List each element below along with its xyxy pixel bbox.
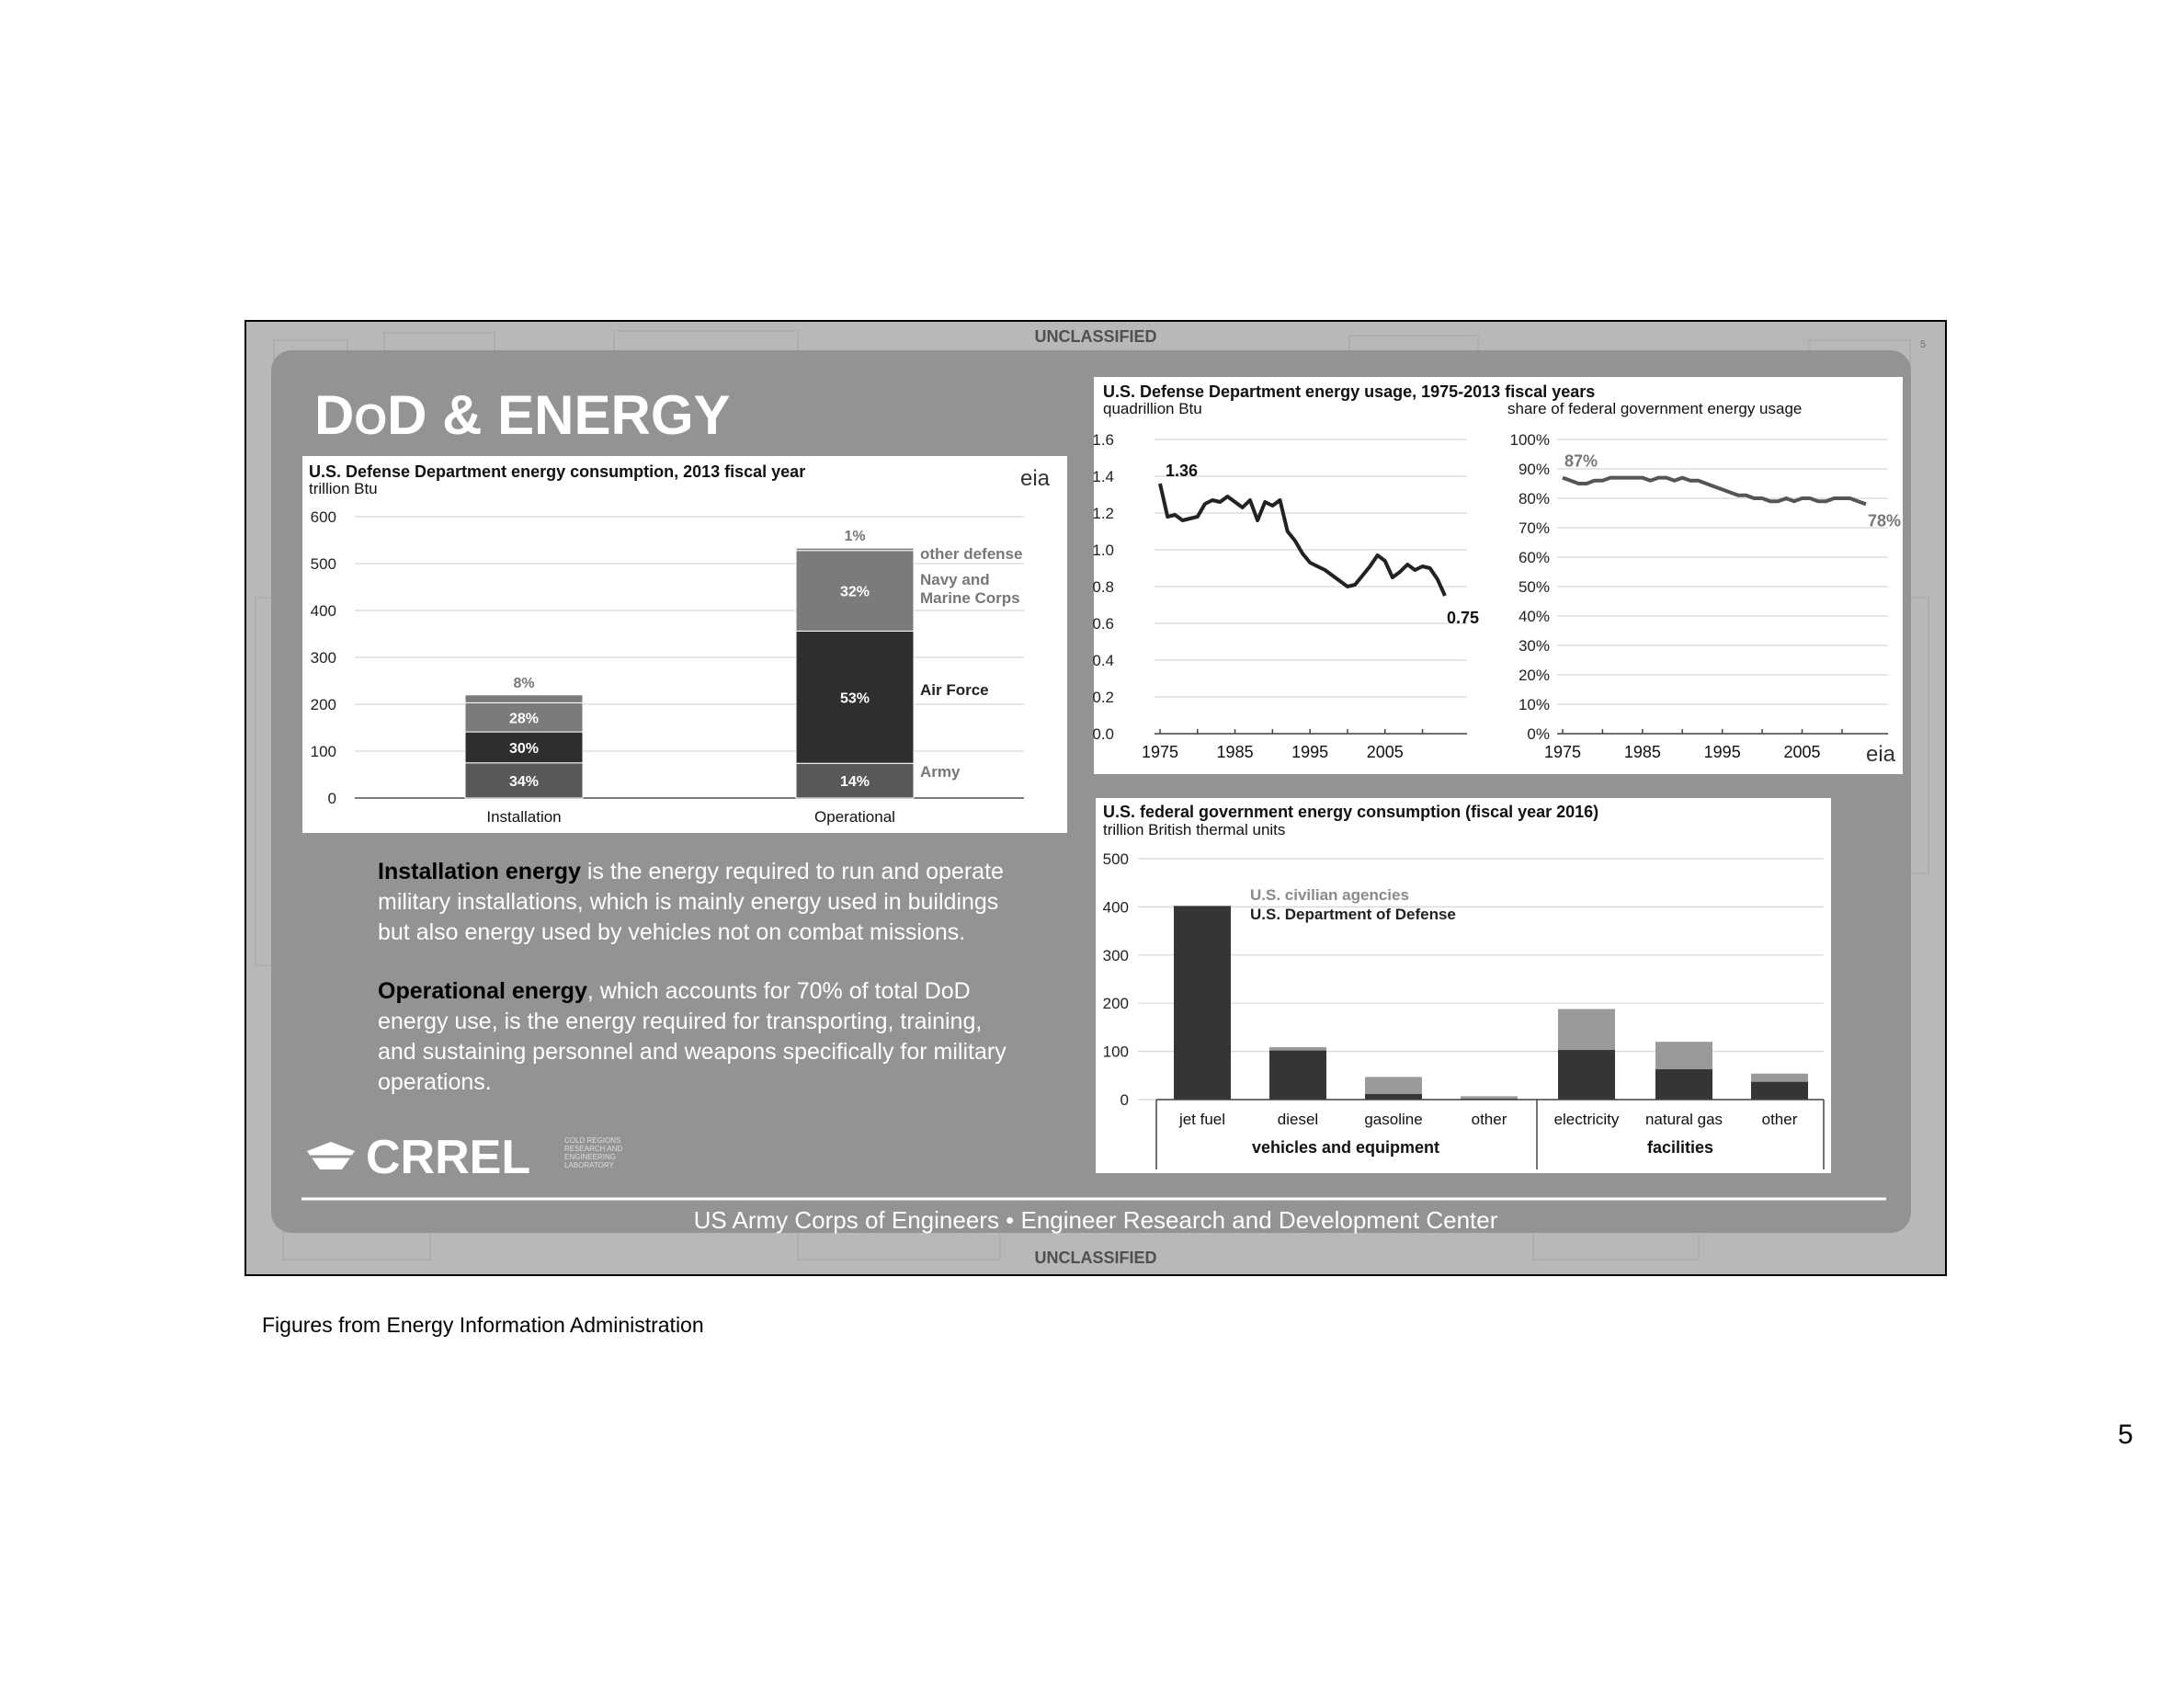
chart-federal-2016-category-label: other xyxy=(1471,1111,1507,1128)
chart-dod-usage-annotation: 0.75 xyxy=(1447,609,1480,627)
chart-dod-usage-share-x-tick-label: 1985 xyxy=(1623,743,1661,761)
slide-frame xyxy=(245,320,1947,1276)
chart-dod-usage-quads-x-tick-label: 1975 xyxy=(1141,743,1179,761)
classification-top: UNCLASSIFIED xyxy=(1034,327,1157,346)
chart-federal-2016-bar-civilian xyxy=(1461,1096,1518,1099)
chart-dod-usage-quads-y-tick-label: 1.2 xyxy=(1092,505,1114,522)
paragraph-operational-text: energy use, is the energy required for transporting, training, xyxy=(378,1009,983,1034)
chart-dod-usage-share-subtitle: share of federal government energy usage xyxy=(1507,400,1803,417)
crrel-tagline: RESEARCH AND xyxy=(564,1145,623,1153)
chart-federal-2016-bar-dod xyxy=(1365,1094,1422,1100)
paragraph-operational-text: , which accounts for 70% of total DoD xyxy=(586,978,971,1004)
chart-dod-2013-bar-label: 53% xyxy=(839,690,870,707)
chart-dod-usage-quads-y-tick-label: 1.0 xyxy=(1092,542,1114,559)
chart-dod-2013-y-tick-label: 300 xyxy=(310,649,336,667)
eia-logo-icon: eia xyxy=(1019,466,1051,491)
chart-dod-2013-category-label: Operational xyxy=(814,808,895,826)
chart-dod-2013-bar-label: 8% xyxy=(513,675,535,691)
crrel-tagline: LABORATORY xyxy=(564,1161,614,1169)
chart-federal-2016-bar-dod xyxy=(1655,1069,1712,1100)
chart-dod-usage-share-y-tick-label: 30% xyxy=(1518,637,1550,655)
chart-federal-2016-bar-civilian xyxy=(1751,1074,1808,1082)
chart-federal-2016-y-tick-label: 500 xyxy=(1102,850,1129,868)
slide-title-part: O xyxy=(354,395,388,443)
paragraph-operational-text: and sustaining personnel and weapons specifically for military xyxy=(378,1039,1007,1065)
chart-dod-usage-annotation: 78% xyxy=(1868,511,1902,530)
chart-dod-usage-share-y-tick-label: 60% xyxy=(1518,549,1550,566)
chart-federal-2016-category-label: natural gas xyxy=(1644,1111,1723,1128)
chart-federal-2016-category-label: jet fuel xyxy=(1178,1111,1226,1128)
chart-dod-2013-legend-label: Army xyxy=(920,763,961,781)
chart-federal-2016-y-tick-label: 400 xyxy=(1102,898,1129,917)
paragraph-installation-text: military installations, which is mainly energy used in buildings xyxy=(378,889,999,915)
chart-dod-usage-quads-x-tick-label: 2005 xyxy=(1366,743,1404,761)
chart-dod-2013-legend-label: Marine Corps xyxy=(920,589,1020,607)
page-number: 5 xyxy=(2118,1420,2133,1450)
chart-dod-2013-y-tick-label: 600 xyxy=(310,508,336,526)
chart-dod-usage-quads-y-tick-label: 1.4 xyxy=(1092,468,1114,485)
crrel-tagline: COLD REGIONS xyxy=(564,1136,621,1145)
slide-canvas xyxy=(246,322,1945,1274)
chart-federal-2016-group-label: vehicles and equipment xyxy=(1251,1138,1440,1157)
chart-dod-2013-y-tick-label: 200 xyxy=(310,696,336,713)
chart-federal-2016-bar-civilian xyxy=(1365,1077,1422,1093)
chart-federal-2016-y-tick-label: 100 xyxy=(1102,1043,1129,1061)
chart-dod-usage-quads-y-tick-label: 0.8 xyxy=(1092,578,1114,596)
paragraph-operational-line xyxy=(378,1009,982,1034)
chart-federal-2016 xyxy=(1096,798,1831,1173)
paragraph-operational-line xyxy=(378,1069,492,1095)
paragraph-installation-bold: Installation energy xyxy=(378,859,581,884)
chart-federal-2016-category-label: gasoline xyxy=(1364,1111,1423,1128)
chart-dod-usage-quads-y-tick-label: 1.6 xyxy=(1092,431,1114,449)
chart-dod-usage-share-y-tick-label: 90% xyxy=(1518,461,1550,478)
paragraph-operational-line xyxy=(378,1039,1007,1065)
chart-federal-2016-bar-dod xyxy=(1558,1050,1615,1100)
chart-dod-usage-share-y-tick-label: 0% xyxy=(1527,725,1550,743)
chart-federal-2016-legend-civilian: U.S. civilian agencies xyxy=(1250,886,1409,904)
chart-dod-usage-share-y-tick-label: 80% xyxy=(1518,490,1550,508)
chart-federal-2016-group-label: facilities xyxy=(1646,1138,1714,1157)
chart-federal-2016-category-label: diesel xyxy=(1277,1111,1319,1128)
chart-dod-usage-share-x-tick-label: 2005 xyxy=(1783,743,1821,761)
chart-dod-usage-title: U.S. Defense Department energy usage, 1975-2013 fiscal years xyxy=(1103,382,1596,401)
chart-dod-2013-bar-label: 1% xyxy=(844,529,866,545)
chart-dod-usage-share-y-tick-label: 20% xyxy=(1518,667,1550,684)
chart-federal-2016-bar-dod xyxy=(1269,1051,1326,1100)
chart-dod-2013-bar-label: 28% xyxy=(508,711,540,727)
chart-dod-2013-y-tick-label: 0 xyxy=(327,790,336,807)
chart-dod-usage-quads-subtitle: quadrillion Btu xyxy=(1103,400,1202,417)
chart-dod-usage-quads-x-tick-label: 1985 xyxy=(1216,743,1254,761)
paragraph-installation-line xyxy=(378,859,1004,884)
chart-federal-2016-y-tick-label: 200 xyxy=(1102,995,1129,1013)
chart-dod-usage-share-y-tick-label: 70% xyxy=(1518,519,1550,537)
chart-federal-2016-subtitle: trillion British thermal units xyxy=(1103,821,1286,838)
paragraph-installation-line xyxy=(378,889,998,915)
chart-dod-usage-quads-y-tick-label: 0.0 xyxy=(1092,725,1114,743)
chart-federal-2016-title: U.S. federal government energy consumption (fiscal year 2016) xyxy=(1103,803,1599,821)
chart-federal-2016-bar-civilian xyxy=(1655,1042,1712,1069)
chart-dod-2013-legend-label: Navy and xyxy=(920,571,990,588)
slide-number: 5 xyxy=(1919,339,1927,350)
crrel-wordmark: CRREL xyxy=(366,1131,531,1184)
paragraph-installation-text: but also energy used by vehicles not on combat missions. xyxy=(378,919,966,945)
paragraph-installation xyxy=(378,859,1004,945)
chart-federal-2016-bar-civilian xyxy=(1269,1047,1326,1051)
chart-dod-usage-quads-y-tick-label: 0.4 xyxy=(1092,652,1114,669)
chart-dod-usage-annotation: 87% xyxy=(1564,451,1598,471)
chart-dod-usage-quads-x-tick-label: 1995 xyxy=(1291,743,1329,761)
chart-dod-2013-y-tick-label: 500 xyxy=(310,555,336,573)
chart-dod-2013-category-label: Installation xyxy=(486,808,562,826)
paragraph-operational-line xyxy=(378,978,971,1004)
chart-dod-usage-annotation: 1.36 xyxy=(1166,462,1199,480)
chart-federal-2016-category-label: electricity xyxy=(1553,1111,1620,1128)
chart-dod-usage-share-y-tick-label: 50% xyxy=(1518,578,1550,596)
chart-dod-usage-share-x-tick-label: 1975 xyxy=(1543,743,1582,761)
paragraph-installation-line xyxy=(378,919,965,945)
chart-dod-2013-title: U.S. Defense Department energy consumption, 2013 fiscal year xyxy=(309,462,806,481)
paragraph-operational-bold: Operational energy xyxy=(378,978,587,1004)
classification-bottom: UNCLASSIFIED xyxy=(1034,1249,1157,1267)
chart-dod-usage xyxy=(1092,377,1903,774)
crrel-tagline: ENGINEERING xyxy=(564,1153,617,1161)
slide-title-part: D xyxy=(314,384,355,446)
chart-dod-2013-legend-label: Air Force xyxy=(920,681,989,699)
chart-federal-2016-y-tick-label: 300 xyxy=(1102,946,1129,964)
footer-text: US Army Corps of Engineers • Engineer Research and Development Center xyxy=(693,1206,1498,1234)
chart-federal-2016-y-tick-label: 0 xyxy=(1120,1091,1129,1109)
chart-federal-2016-bar-dod xyxy=(1751,1082,1808,1100)
paragraph-installation-text: is the energy required to run and operate xyxy=(580,859,1004,884)
chart-dod-2013-y-tick-label: 100 xyxy=(310,743,336,760)
chart-dod-2013-y-tick-label: 400 xyxy=(310,602,336,620)
chart-dod-2013-bar-other-defense xyxy=(796,548,914,551)
chart-dod-2013-bar-label: 32% xyxy=(839,584,870,600)
chart-dod-2013-legend-label: other defense xyxy=(920,545,1023,563)
paragraph-operational-text: operations. xyxy=(378,1069,492,1095)
chart-dod-usage-quads-y-tick-label: 0.2 xyxy=(1092,689,1114,706)
chart-dod-usage-share-y-tick-label: 10% xyxy=(1518,696,1550,713)
chart-dod-usage-share-y-tick-label: 100% xyxy=(1509,431,1550,449)
chart-federal-2016-bar-dod xyxy=(1174,906,1231,1100)
chart-dod-2013 xyxy=(302,456,1067,833)
slide-title-part: D & ENERGY xyxy=(387,384,731,446)
chart-federal-2016-category-label: other xyxy=(1761,1111,1798,1128)
chart-dod-usage-quads-y-tick-label: 0.6 xyxy=(1092,615,1114,633)
chart-dod-usage-background xyxy=(1094,377,1903,774)
chart-dod-2013-subtitle: trillion Btu xyxy=(309,480,378,497)
chart-dod-2013-bar-label: 14% xyxy=(839,774,870,791)
chart-dod-2013-bar-label: 30% xyxy=(508,740,540,757)
chart-dod-usage-share-y-tick-label: 40% xyxy=(1518,608,1550,625)
figure-source-note: Figures from Energy Information Administration xyxy=(262,1313,704,1337)
chart-dod-usage-share-x-tick-label: 1995 xyxy=(1703,743,1741,761)
chart-federal-2016-legend-dod: U.S. Department of Defense xyxy=(1250,906,1456,923)
eia-logo-icon: eia xyxy=(1865,742,1896,767)
chart-federal-2016-bar-civilian xyxy=(1558,1009,1615,1050)
chart-dod-2013-bar-label: 34% xyxy=(508,773,540,790)
chart-dod-2013-bar-other-defense xyxy=(465,695,583,703)
